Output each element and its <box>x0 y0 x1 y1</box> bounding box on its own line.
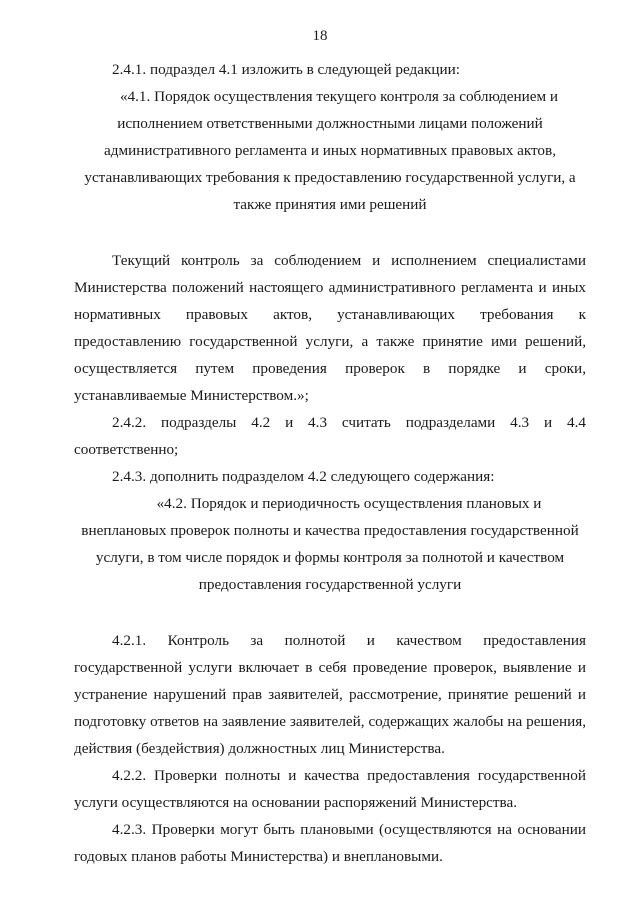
page-number: 18 <box>312 28 328 44</box>
heading-4-2-line: внеплановых проверок полноты и качества предоставления государственной <box>81 522 579 539</box>
paragraph-4-2-3: 4.2.3. Проверки могут быть плановыми (осуществляются на основании годовых планов работы Министерства) и внеплановыми. <box>74 821 586 865</box>
spacer <box>74 598 586 627</box>
heading-4-1-line: «4.1. Порядок осуществления текущего контроля за соблюдением и <box>119 88 559 105</box>
heading-4-1-line: устанавливающих требования к предоставлению государственной услуги, а <box>84 169 576 186</box>
heading-4-1-line: также принятия ими решений <box>233 196 427 213</box>
heading-4-1 <box>74 83 586 218</box>
spacer <box>74 218 586 247</box>
paragraph-2-4-3: 2.4.3. дополнить подразделом 4.2 следующего содержания: <box>112 468 495 485</box>
document-body <box>74 56 586 870</box>
heading-4-2-line: «4.2. Порядок и периодичность осуществления плановых и <box>156 495 542 512</box>
paragraph-2-4-1: 2.4.1. подраздел 4.1 изложить в следующей редакции: <box>112 61 461 78</box>
paragraph-4-2-1: 4.2.1. Контроль за полнотой и качеством предоставления государственной услуги включает в себя проведение проверок, выявление и устранение нарушений прав заявителей, рассмотрение, принятие решений и подготовку ответов на заявление заявителей, содержащих жалобы на решения, действия (бездействия) должностных лиц Министерства. <box>74 632 586 757</box>
heading-4-1-line: исполнением ответственными должностными лицами положений <box>117 115 543 132</box>
paragraph-2-4-2: 2.4.2. подразделы 4.2 и 4.3 считать подразделами 4.3 и 4.4 соответственно; <box>74 414 586 458</box>
heading-4-2-line: предоставления государственной услуги <box>198 576 462 593</box>
paragraph-current-control: Текущий контроль за соблюдением и исполнением специалистами Министерства положений настоящего административного регламента и иных нормативных правовых актов, устанавливающих требования к предоставлению государственной услуги, а также принятие ими решений, осуществляется путем проведения проверок в порядке и сроки, устанавливаемые Министерством.»; <box>74 252 586 404</box>
heading-4-1-line: административного регламента и иных нормативных правовых актов, <box>104 142 556 159</box>
heading-4-2-line: услуги, в том числе порядок и формы контроля за полнотой и качеством <box>95 549 565 566</box>
heading-4-2 <box>74 490 586 598</box>
paragraph-4-2-2: 4.2.2. Проверки полноты и качества предоставления государственной услуги осуществляются на основании распоряжений Министерства. <box>74 767 586 811</box>
